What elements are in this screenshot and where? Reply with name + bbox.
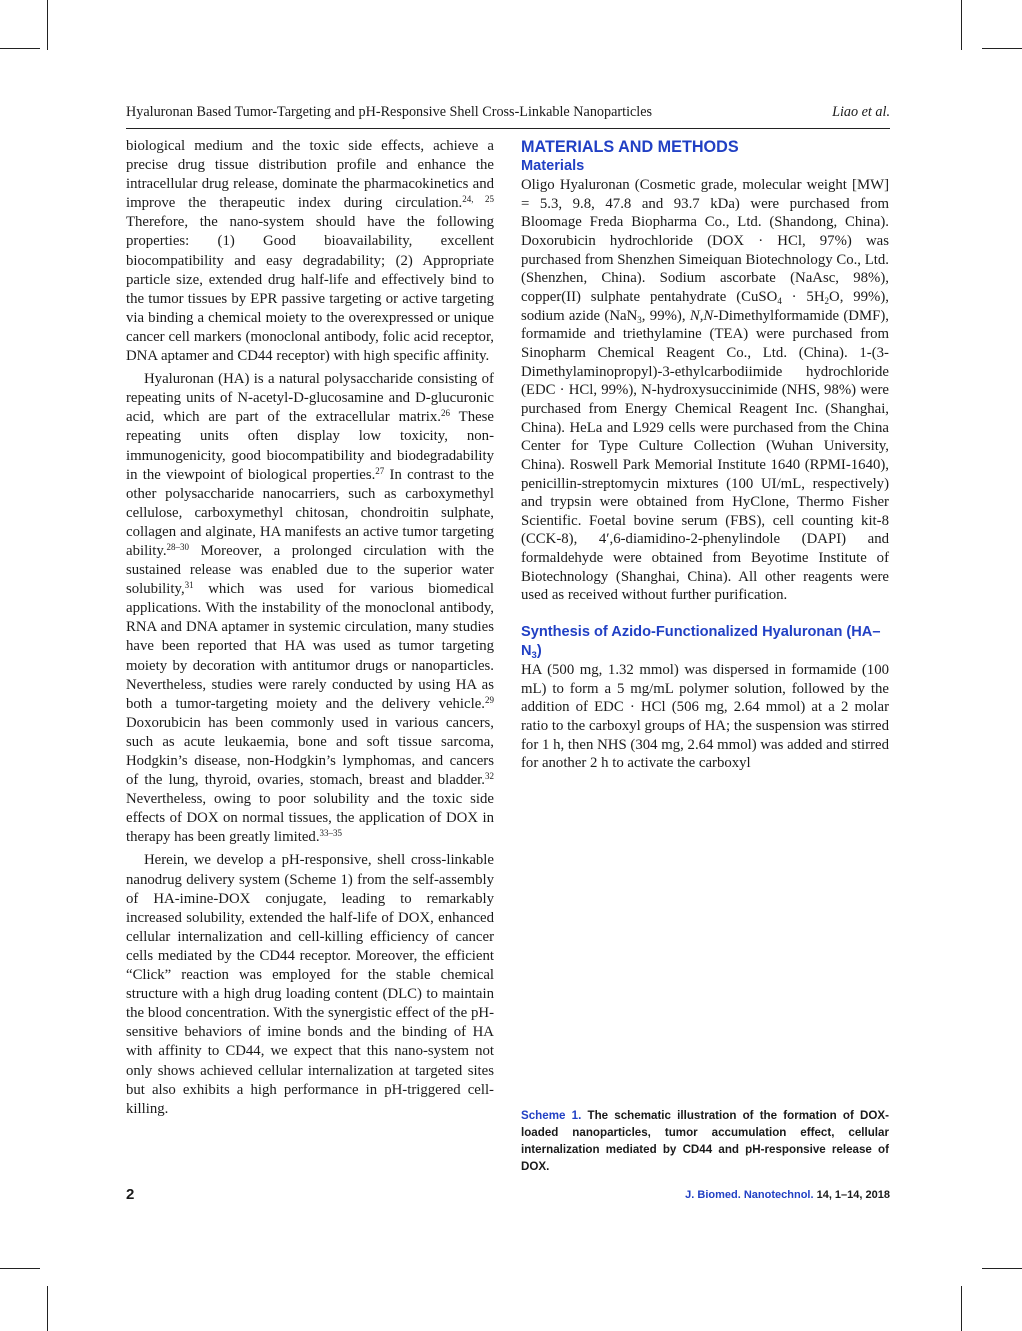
citation-ref: 31 — [184, 580, 194, 591]
text-run: · 5H — [781, 288, 825, 305]
citation-ref: 24, 25 — [462, 194, 494, 205]
subscript: 3 — [637, 314, 642, 325]
text-run: Hyaluronan (HA) is a natural polysaccharide consisting of repeating units of N-acetyl-D-glucosamine and D-glucuronic acid, which are part of the extracellular matrix. — [126, 371, 494, 426]
running-authors: Liao et al. — [832, 104, 890, 120]
text-run: , 99%), — [641, 307, 690, 324]
text-run: which was used for various biomedical applications. With the instability of the monoclonal antibody, RNA and DNA aptamer in systemic circulation, many studies have been reported that HA was used as tumor targeting moiety by decoration with antitumor drugs or nanoparticles. Nevertheless, studies were rarely conducted by using HA as both a tumor-targeting moiety and the delivery vehicle. — [126, 581, 494, 712]
text-run: Oligo Hyaluronan (Cosmetic grade, molecular weight [MW] = 5.3, 9.8, 47.8 and 93.7 kDa) were purchased from Bloomage Freda Biopharma Co., Ltd. (Shandong, China). Doxorubicin hydrochloride (DOX · HCl, 97%) was purchased from Shenzhen Simeiquan Biotechnology Co., Ltd. (Shenzhen, China). Sodium ascorbate (NaAsc, 98%), copper(II) sulphate pentahydrate (CuSO — [521, 177, 889, 305]
running-title: Hyaluronan Based Tumor-Targeting and pH-Responsive Shell Cross-Linkable Nanoparticles — [126, 104, 653, 120]
caption-label: Scheme 1. — [521, 1109, 582, 1122]
text-run: Moreover, a prolonged circulation with the sustained release was enabled due to the superior water solubility, — [126, 542, 494, 598]
scheme-caption — [521, 1107, 889, 1175]
crop-mark — [982, 1268, 1022, 1269]
citation-ref: 26 — [440, 408, 450, 419]
text-run: These repeating units often display low toxicity, non-immunogenicity, good biocompatibility and biodegradability in the viewpoint of biological properties. — [126, 409, 494, 483]
citation-ref: 32 — [485, 771, 494, 782]
text-run: Therefore, the nano-system should have the following properties: (1) Good bioavailability, excellent biocompatibility and easy degradability; (2) Appropriate particle size, extended drug half-life and effectively bind to the tumor tissues by EPR passive targeting or active targeting via binding a chemical moiety to the overexpressed or unique cancer cell markers (monoclonal antibody, folic acid receptor, DNA aptamer and CD44 receptor) with high specific affinity. — [126, 214, 494, 365]
text-run: -Dimethylformamide (DMF), formamide and triethylamine (TEA) were purchased from Sinopharm Chemical Reagent Co., Ltd. (China). 1-(3-Dimethylaminopropyl)-3-ethylcarbodiimide hydrochloride (EDC · HCl, 99%), N-hydroxysuccinimide (NHS, 98%) were purchased from Energy Chemical Reagent Inc. (Shanghai, China). HeLa and L929 cells were purchased from the China Center for Type Culture Collection (Wuhan University, China). Roswell Park Memorial Institute 1640 (RPMI-1640), penicillin-streptomycin mixtures (100 UI/mL, respectively) and trypsin were obtained from HyClone, Thermo Fisher Scientific. Foetal bovine serum (FBS), cell counting kit-8 (CCK-8), 4′,6-diamidino-2-phenylindole (DAPI) and formaldehyde were obtained from Beyotime Institute of Biotechnology (Shanghai, China). All other reagents were used as received without further purification. — [521, 307, 889, 604]
caption-text: The schematic illustration of the formation of DOX-loaded nanoparticles, tumor accumulation effect, cellular internalization mediated by CD44 and pH-responsive release of DOX. — [521, 1109, 889, 1173]
text-run: ) — [536, 643, 542, 660]
citation-ref: 27 — [375, 465, 385, 476]
journal-citation — [685, 1189, 890, 1201]
page-number: 2 — [126, 1186, 135, 1203]
text-run: O, 99%), sodium azide (NaN — [521, 288, 889, 324]
paragraph-materials — [521, 176, 889, 605]
text-run: Doxorubicin has been commonly used in various cancers, such as acute leukaemia, bone and soft tissue sarcoma, Hodgkin’s disease, non-Hodgkin’s lymphomas, and cancers of the lung, thyroid, ovaries, stomach, breast and bladder. — [126, 714, 494, 789]
text-run: Synthesis of Azido-Functionalized Hyaluronan (HA–N — [521, 624, 881, 660]
page-footer — [126, 1186, 890, 1206]
citation-ref: 28–30 — [166, 541, 190, 552]
text-run: Nevertheless, owing to poor solubility and the toxic side effects of DOX on normal tissues, the application of DOX in therapy has been greatly limited. — [126, 791, 494, 846]
journal-volume: 14, 1–14, 2018 — [813, 1189, 890, 1201]
paragraph-herein: Herein, we develop a pH-responsive, shell cross-linkable nanodrug delivery system (Scheme 1) from the self-assembly of HA-imine-DOX conjugate, leading to remarkably increased solubility, extended the half-life of DOX, enhanced cellular internalization and cell-killing efficiency of cancer cells mediated by the CD44 receptor. Moreover, the efficient “Click” reaction was employed for the stable chemical structure with a high drug loading content (DLC) to maintain the blood concentration. With the synergistic effect of the pH-sensitive behaviors of imine bonds and the binding of HA with affinity to CD44, we expect that this nano-system not only shows achieved cellular internalization at targeted sites but also exhibits a high performance in pH-triggered cell-killing. — [126, 852, 494, 1117]
text-run: biological medium and the toxic side effects, achieve a precise drug tissue distribution profile and enhance the intracellular drug release, dominate the pharmacokinetics and improve the therapeutic index during circulation. — [126, 138, 494, 212]
section-title: MATERIALS AND METHODS — [521, 138, 739, 156]
header-rule — [126, 128, 890, 129]
citation-ref: 29 — [485, 694, 494, 705]
subsection-title-synthesis — [521, 623, 889, 661]
left-column — [126, 137, 494, 1119]
crop-mark — [47, 1286, 48, 1331]
crop-mark — [0, 48, 40, 49]
spacer — [521, 605, 889, 623]
subscript: 3 — [531, 650, 537, 662]
right-column — [521, 137, 889, 773]
crop-mark — [961, 1286, 962, 1331]
crop-mark — [961, 0, 962, 50]
paragraph-hyaluronan — [126, 370, 494, 847]
crop-mark — [0, 1268, 40, 1269]
journal-name: J. Biomed. Nanotechnol. — [685, 1189, 814, 1201]
subscript: 2 — [824, 295, 830, 306]
italic-text: N,N — [689, 307, 714, 324]
subsection-title-materials: Materials — [521, 158, 585, 174]
text-run: In contrast to the other polysaccharide nanocarriers, such as carboxymethyl cellulose, carboxymethyl chitosan, chondroitin sulphate, collagen and alginate, HA manifests an active tumor targeting ability. — [126, 466, 494, 559]
crop-mark — [982, 48, 1022, 49]
running-head — [126, 103, 890, 123]
paragraph-synthesis: HA (500 mg, 1.32 mmol) was dispersed in formamide (100 mL) to form a 5 mg/mL polymer solution, followed by the addition of EDC · HCl (506 mg, 2.64 mmol) at a 2 molar ratio to the carboxyl groups of HA; the suspension was stirred for 1 h, then NHS (304 mg, 2.64 mmol) was added and stirred for another 2 h to activate the carboxyl — [521, 662, 889, 772]
crop-mark — [47, 0, 48, 50]
citation-ref: 33–35 — [319, 828, 343, 839]
paragraph-intro-continued — [126, 137, 494, 366]
subscript: 4 — [777, 295, 782, 306]
